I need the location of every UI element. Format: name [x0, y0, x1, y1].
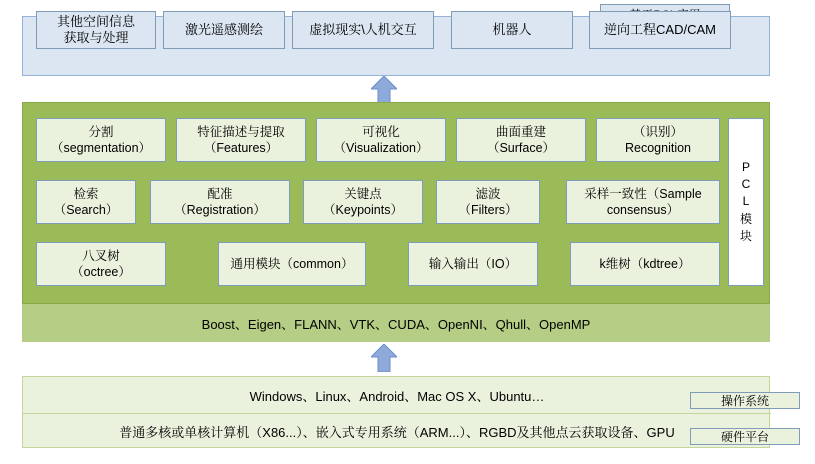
module-features-line2: （Features） — [203, 141, 279, 155]
module-registration-line1: 配准 — [207, 186, 233, 201]
module-surface-line1: 曲面重建 — [495, 124, 546, 139]
module-visualization[interactable] — [316, 118, 446, 162]
arrow-up-to-pcl — [371, 344, 397, 372]
app-item-other-spatial-line1: 其他空间信息 — [56, 14, 135, 30]
platform-os-row — [23, 377, 771, 413]
module-octree[interactable] — [36, 242, 166, 286]
module-io[interactable] — [408, 242, 538, 286]
app-item-vr-hci[interactable] — [292, 11, 434, 49]
module-octree-line1: 八叉树 — [82, 248, 120, 263]
module-recognition-line1: （识别） — [632, 124, 683, 139]
pcl-side-char-c: C — [741, 176, 751, 191]
module-keypoints-line2: （Keypoints） — [323, 203, 403, 217]
app-item-laser-remote-sensing-label: 激光遥感测绘 — [184, 22, 263, 38]
module-sample-consensus[interactable] — [566, 180, 720, 224]
module-search[interactable] — [36, 180, 136, 224]
module-recognition-line2: Recognition — [624, 141, 691, 155]
module-keypoints[interactable] — [303, 180, 423, 224]
module-filters-line2: （Filters） — [458, 203, 518, 217]
module-visualization-line2: （Visualization） — [333, 141, 429, 155]
module-kdtree-label: k维树（kdtree） — [599, 256, 691, 271]
pcl-side-char-p: P — [741, 159, 750, 174]
platform-hardware-label: 普通多核或单核计算机（X86...）、嵌入式专用系统（ARM...）、RGBD及其他点云获取设备、GPU — [119, 425, 675, 440]
module-common-label: 通用模块（common） — [230, 256, 354, 271]
module-io-label: 输入输出（IO） — [428, 256, 518, 271]
module-filters[interactable] — [436, 180, 540, 224]
module-sample-consensus-line2: consensus） — [606, 203, 680, 217]
app-item-robot-label: 机器人 — [492, 22, 532, 38]
arrow-up-to-application — [371, 76, 397, 104]
platform-layer — [22, 376, 770, 448]
module-search-line2: （Search） — [53, 203, 119, 217]
module-segmentation[interactable] — [36, 118, 166, 162]
module-surface[interactable] — [456, 118, 586, 162]
module-sample-consensus-line1: 采样一致性（Sample — [584, 186, 702, 201]
module-registration[interactable] — [150, 180, 290, 224]
module-search-line1: 检索 — [73, 186, 99, 201]
module-features[interactable] — [176, 118, 306, 162]
app-item-robot[interactable] — [451, 11, 573, 49]
module-octree-line2: （octree） — [71, 265, 131, 279]
module-features-line1: 特征描述与提取 — [197, 124, 285, 139]
app-item-reverse-engineering[interactable] — [589, 11, 731, 49]
platform-hardware-row — [23, 413, 771, 449]
module-surface-line2: （Surface） — [486, 141, 556, 155]
pcl-module-side-label — [728, 118, 764, 286]
app-item-vr-hci-label: 虚拟现实\人机交互 — [309, 22, 417, 38]
module-segmentation-line2: （segmentation） — [50, 141, 152, 155]
module-registration-line2: （Registration） — [174, 203, 266, 217]
module-visualization-line1: 可视化 — [362, 124, 400, 139]
module-keypoints-line1: 关键点 — [344, 186, 382, 201]
dependency-list-label: Boost、Eigen、FLANN、VTK、CUDA、OpenNI、Qhull、OpenMP — [201, 316, 591, 332]
platform-hardware-tag — [690, 428, 800, 445]
module-filters-line1: 滤波 — [475, 186, 501, 201]
module-segmentation-line1: 分割 — [88, 124, 114, 139]
pcl-side-char-mo: 模 — [739, 211, 752, 226]
platform-os-tag — [690, 392, 800, 409]
app-item-reverse-engineering-label: 逆向工程CAD/CAM — [604, 22, 716, 38]
app-item-laser-remote-sensing[interactable] — [163, 11, 285, 49]
app-item-other-spatial-line2: 获取与处理 — [63, 30, 129, 45]
platform-hardware-tag-label: 硬件平台 — [720, 430, 769, 444]
pcl-side-char-kuai: 块 — [739, 229, 752, 244]
module-common[interactable] — [218, 242, 366, 286]
module-recognition[interactable] — [596, 118, 720, 162]
platform-os-tag-label: 操作系统 — [720, 394, 769, 408]
dependency-bar — [22, 303, 770, 342]
module-kdtree[interactable] — [570, 242, 720, 286]
pcl-side-char-l: L — [742, 194, 750, 209]
app-item-other-spatial[interactable] — [36, 11, 156, 49]
platform-os-label: Windows、Linux、Android、Mac OS X、Ubuntu… — [249, 388, 545, 404]
